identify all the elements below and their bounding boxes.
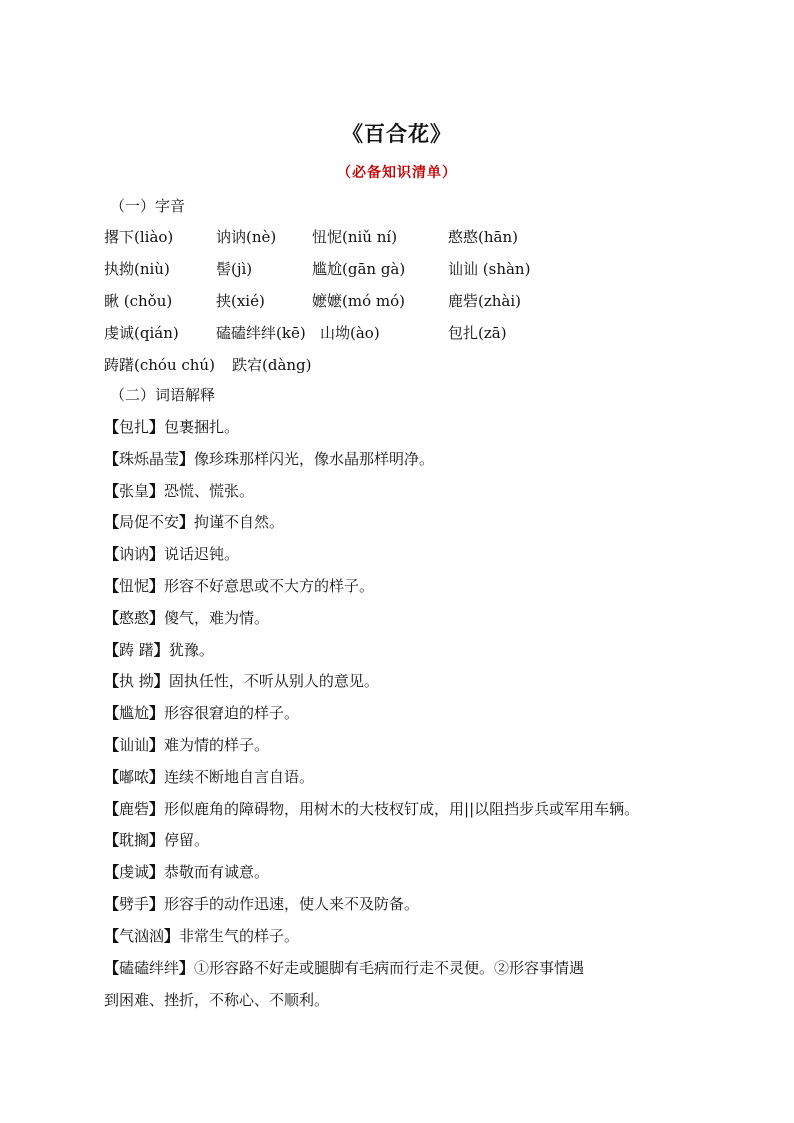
definition-entry: [104, 639, 214, 661]
term-bracket-close: 】: [149, 704, 165, 722]
term-bracket-close: 】: [153, 641, 169, 659]
definition-term: 局促不安: [119, 513, 180, 531]
term-bracket-close: 】: [149, 577, 165, 595]
definition-entry: [104, 861, 269, 883]
term-bracket-open: 【: [104, 736, 120, 754]
definition-text: 形似鹿角的障碍物，用树木的大枝杈钉成，用||以阻挡步兵或军用车辆。: [164, 800, 640, 818]
definition-term: 虔诚: [119, 863, 150, 881]
term-bracket-close: 】: [149, 768, 165, 786]
definition-text: 停留。: [164, 831, 210, 849]
term-bracket-close: 】: [149, 863, 165, 881]
pronunciation-item: 山坳(ào): [320, 324, 380, 342]
document-subtitle: （必备知识清单）: [337, 165, 457, 181]
definition-term: 磕磕绊绊: [119, 959, 180, 977]
term-bracket-open: 【: [104, 800, 120, 818]
definition-entry: [104, 893, 419, 915]
term-bracket-open: 【: [104, 927, 120, 945]
section-heading-vocabulary: （二）词语解释: [110, 386, 216, 404]
pronunciation-item: 包扎(zā): [448, 324, 507, 342]
pronunciation-item: 鹿砦(zhài): [448, 292, 522, 310]
definition-continuation: 到困难、挫折，不称心、不顺利。: [104, 991, 330, 1009]
definition-entry: [104, 448, 434, 470]
definition-term: 讪讪: [119, 736, 150, 754]
term-bracket-close: 】: [179, 513, 195, 531]
pronunciation-item: 讪讪 (shàn): [448, 260, 531, 278]
term-bracket-close: 】: [149, 895, 165, 913]
definition-entry: [104, 702, 299, 724]
definition-term: 踌 躇: [119, 641, 154, 659]
definition-entry: [104, 734, 269, 756]
definition-term: 忸怩: [119, 577, 150, 595]
section-heading-pronunciation: （一）字音: [110, 197, 186, 215]
pronunciation-item: 踌躇(chóu chú): [104, 356, 215, 374]
term-bracket-open: 【: [104, 863, 120, 881]
term-bracket-close: 】: [179, 450, 195, 468]
pronunciation-item: 忸怩(niǔ ní): [312, 228, 398, 246]
definition-entry: [104, 670, 379, 692]
term-bracket-close: 】: [164, 927, 180, 945]
definition-entry: [104, 766, 314, 788]
definition-entry: [104, 925, 299, 947]
definition-text: 包裹捆扎。: [164, 418, 240, 436]
definition-term: 耽搁: [119, 831, 150, 849]
document-title: 《百合花》: [342, 121, 452, 146]
definition-text: 形容很窘迫的样子。: [164, 704, 300, 722]
definition-text: 非常生气的样子。: [179, 927, 300, 945]
term-bracket-open: 【: [104, 895, 120, 913]
term-bracket-close: 】: [149, 545, 165, 563]
definition-term: 嘟哝: [119, 768, 150, 786]
term-bracket-open: 【: [104, 831, 120, 849]
definition-text: 形容不好意思或不大方的样子。: [164, 577, 375, 595]
term-bracket-open: 【: [104, 768, 120, 786]
definition-text: 形容手的动作迅速，使人来不及防备。: [164, 895, 420, 913]
definition-entry: [104, 957, 584, 979]
definition-text: 傻气，难为情。: [164, 609, 270, 627]
term-bracket-close: 】: [149, 609, 165, 627]
definition-entry: [104, 829, 209, 851]
pronunciation-item: 髻(jì): [216, 260, 253, 278]
pronunciation-item: 撂下(liào): [104, 228, 174, 246]
definition-term: 讷讷: [119, 545, 150, 563]
definition-entry: [104, 607, 269, 629]
term-bracket-open: 【: [104, 609, 120, 627]
term-bracket-open: 【: [104, 672, 120, 690]
term-bracket-open: 【: [104, 577, 120, 595]
definition-text: 恭敬而有诚意。: [164, 863, 270, 881]
definition-entry: [104, 416, 239, 438]
pronunciation-item: 挟(xié): [216, 292, 265, 310]
term-bracket-open: 【: [104, 704, 120, 722]
definition-term: 劈手: [119, 895, 150, 913]
definition-text: 恐慌、慌张。: [164, 482, 255, 500]
pronunciation-item: 憨憨(hān): [448, 228, 518, 246]
definition-entry: [104, 543, 239, 565]
term-bracket-close: 】: [179, 959, 195, 977]
definition-text: 连续不断地自言自语。: [164, 768, 315, 786]
term-bracket-close: 】: [149, 831, 165, 849]
definition-term: 珠烁晶莹: [119, 450, 180, 468]
definition-term: 包扎: [119, 418, 150, 436]
definition-text: 犹豫。: [168, 641, 214, 659]
pronunciation-item: 虔诚(qián): [104, 324, 179, 342]
pronunciation-item: 执拗(niù): [104, 260, 170, 278]
term-bracket-open: 【: [104, 959, 120, 977]
definition-entry: [104, 798, 639, 820]
pronunciation-item: 尴尬(gān gà): [312, 260, 406, 278]
definition-term: 执 拗: [119, 672, 154, 690]
pronunciation-item: 讷讷(nè): [216, 228, 277, 246]
term-bracket-open: 【: [104, 418, 120, 436]
term-bracket-open: 【: [104, 482, 120, 500]
pronunciation-item: 跌宕(dàng): [232, 356, 312, 374]
definition-term: 张皇: [119, 482, 150, 500]
definition-term: 憨憨: [119, 609, 150, 627]
term-bracket-close: 】: [149, 418, 165, 436]
term-bracket-close: 】: [149, 800, 165, 818]
term-bracket-close: 】: [149, 736, 165, 754]
definition-text: 说话迟钝。: [164, 545, 240, 563]
term-bracket-open: 【: [104, 450, 120, 468]
pronunciation-item: 瞅 (chǒu): [104, 292, 173, 310]
term-bracket-open: 【: [104, 513, 120, 531]
definition-term: 鹿砦: [119, 800, 150, 818]
definition-entry: [104, 480, 254, 502]
definition-text: 拘谨不自然。: [194, 513, 285, 531]
term-bracket-close: 】: [149, 482, 165, 500]
definition-text: 固执任性，不听从别人的意见。: [168, 672, 379, 690]
definition-text: 像珍珠那样闪光，像水晶那样明净。: [194, 450, 435, 468]
pronunciation-item: 嬷嬷(mó mó): [312, 292, 405, 310]
pronunciation-item: 磕磕绊绊(kē): [216, 324, 306, 342]
definition-term: 尴尬: [119, 704, 150, 722]
definition-text: 难为情的样子。: [164, 736, 270, 754]
definition-text: ①形容路不好走或腿脚有毛病而行走不灵便。②形容事情遇: [194, 959, 585, 977]
term-bracket-open: 【: [104, 545, 120, 563]
term-bracket-close: 】: [153, 672, 169, 690]
term-bracket-open: 【: [104, 641, 120, 659]
definition-entry: [104, 511, 284, 533]
definition-entry: [104, 575, 374, 597]
definition-term: 气汹汹: [119, 927, 165, 945]
